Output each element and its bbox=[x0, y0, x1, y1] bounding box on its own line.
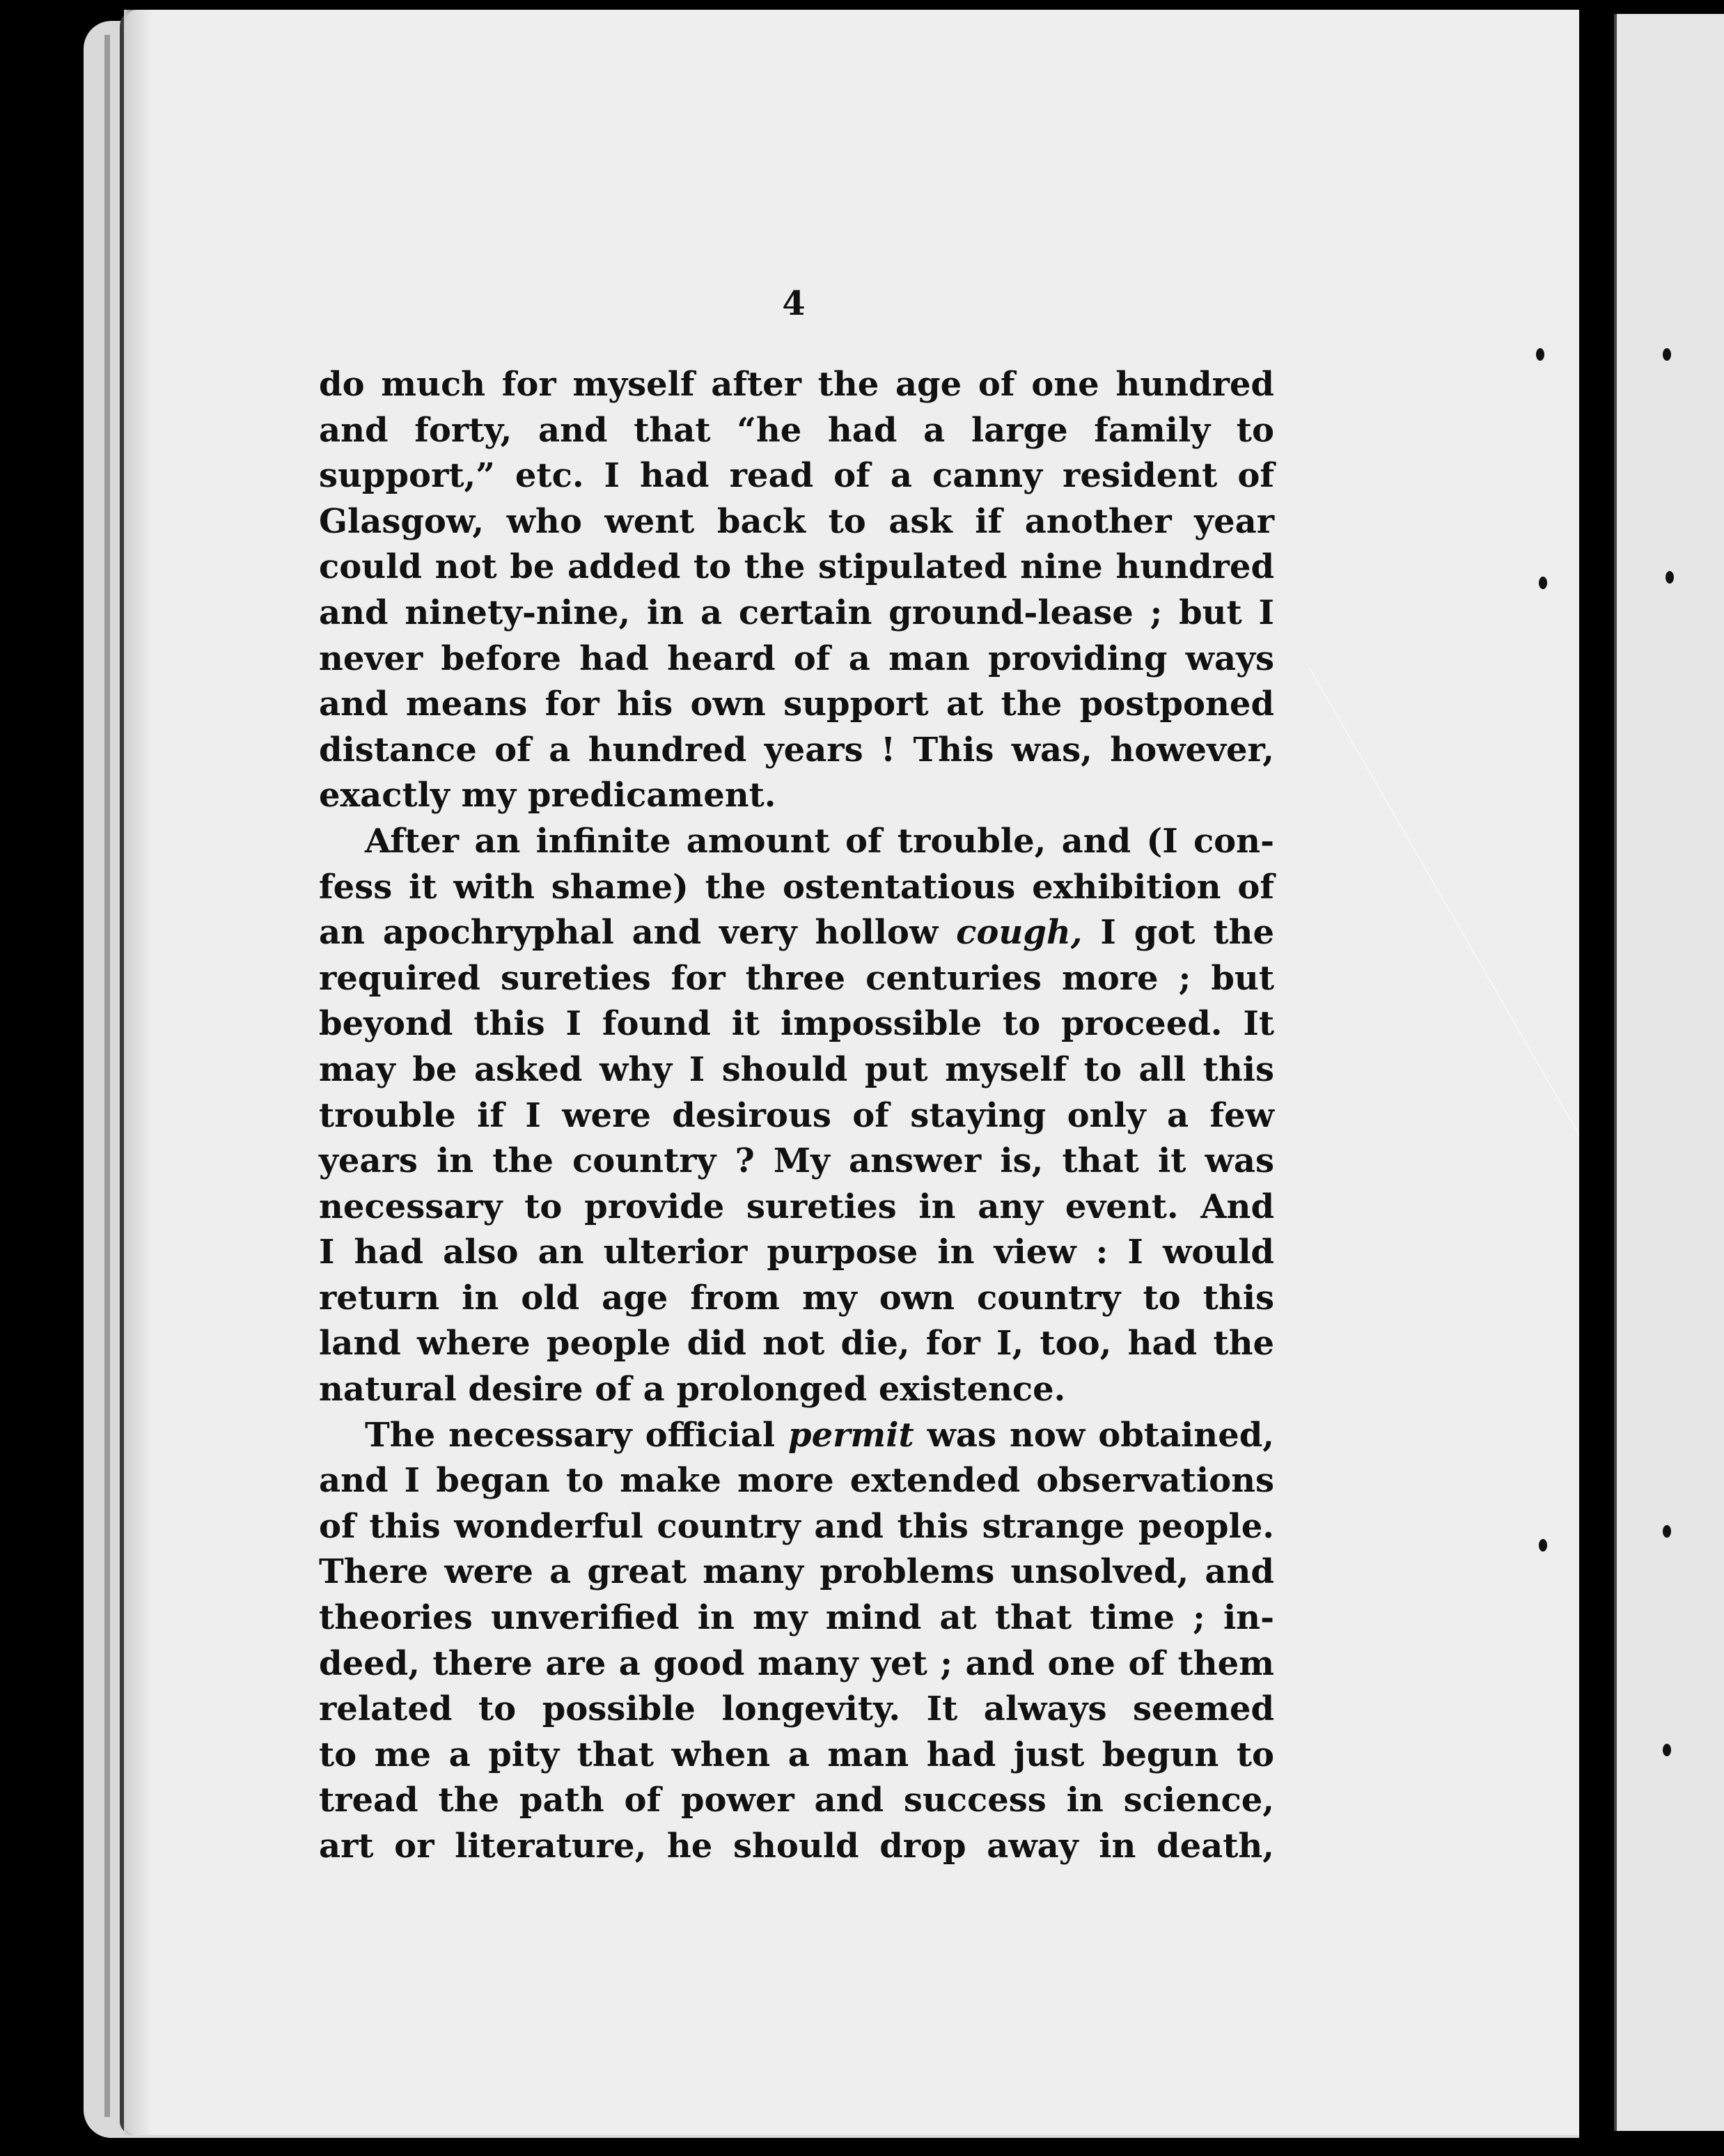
text-line: related to possible longevity. It always seemed bbox=[319, 1689, 1274, 1729]
text-line: and I began to make more extended observations bbox=[319, 1461, 1274, 1501]
page-shadow bbox=[124, 10, 152, 2135]
text-line: There were a great many problems unsolved, and bbox=[319, 1552, 1274, 1592]
text-line: I had also an ulterior purpose in view : I would bbox=[319, 1233, 1274, 1272]
facing-page-mark bbox=[1663, 1744, 1671, 1756]
text-line: years in the country ? My answer is, that it was bbox=[319, 1141, 1274, 1181]
text-line: natural desire of a prolonged existence. bbox=[319, 1370, 1066, 1409]
text-line: After an infinite amount of trouble, and (I con- bbox=[365, 821, 1274, 861]
facing-page-mark bbox=[1536, 348, 1544, 361]
text-line: do much for myself after the age of one hundred bbox=[319, 365, 1274, 404]
text-line: necessary to provide sureties in any event. And bbox=[319, 1187, 1274, 1226]
text-line: theories unverified in my mind at that time ; in- bbox=[319, 1598, 1274, 1638]
text-line: required sureties for three centuries more ; but bbox=[319, 958, 1274, 998]
text-line: return in old age from my own country to this bbox=[319, 1278, 1274, 1318]
italic-word: cough, bbox=[956, 913, 1083, 953]
text-run: an apochryphal and very hollow bbox=[319, 913, 957, 953]
text-line: and forty, and that “he had a large family to bbox=[319, 410, 1274, 450]
facing-page-mark bbox=[1539, 1539, 1547, 1552]
text-line bbox=[319, 1413, 1274, 1459]
text-line: of this wonderful country and this strange people. bbox=[319, 1506, 1274, 1546]
text-line: deed, there are a good many yet ; and one of them bbox=[319, 1643, 1274, 1683]
text-line: fess it with shame) the ostentatious exhibition of bbox=[319, 867, 1274, 907]
book-gutter bbox=[1579, 0, 1614, 2156]
facing-page-mark bbox=[1663, 1525, 1671, 1538]
text-line: art or literature, he should drop away in death, bbox=[319, 1827, 1274, 1866]
facing-page-mark bbox=[1663, 348, 1671, 361]
text-line: land where people did not die, for I, too, had the bbox=[319, 1324, 1274, 1364]
body-text bbox=[319, 362, 1274, 1870]
text-line: tread the path of power and success in science, bbox=[319, 1781, 1274, 1820]
text-line bbox=[319, 910, 1274, 956]
page-number: 4 bbox=[782, 284, 806, 323]
facing-page-mark bbox=[1539, 577, 1547, 589]
facing-page bbox=[1614, 14, 1724, 2131]
text-line: could not be added to the stipulated nine hundred bbox=[319, 547, 1274, 587]
text-line: may be asked why I should put myself to all this bbox=[319, 1049, 1274, 1089]
text-line: Glasgow, who went back to ask if another year bbox=[319, 501, 1274, 541]
text-line: to me a pity that when a man had just begun to bbox=[319, 1735, 1274, 1774]
text-line: and means for his own support at the postponed bbox=[319, 685, 1274, 724]
text-line: beyond this I found it impossible to proceed. It bbox=[319, 1004, 1274, 1044]
text-run: was now obtained, bbox=[914, 1415, 1274, 1455]
facing-page-mark bbox=[1666, 571, 1674, 584]
text-line: trouble if I were desirous of staying only a few bbox=[319, 1095, 1274, 1135]
italic-word: permit bbox=[788, 1415, 914, 1455]
text-line: exactly my predicament. bbox=[319, 776, 776, 815]
page-edge-line bbox=[104, 35, 110, 2117]
text-run: I got the bbox=[1082, 913, 1274, 953]
text-line: distance of a hundred years ! This was, however, bbox=[319, 730, 1274, 770]
text-run: The necessary official bbox=[365, 1415, 789, 1455]
text-line: support,” etc. I had read of a canny resident of bbox=[319, 456, 1274, 496]
text-line: never before had heard of a man providing ways bbox=[319, 639, 1274, 678]
text-line: and ninety-nine, in a certain ground-lease ; but I bbox=[319, 593, 1274, 632]
